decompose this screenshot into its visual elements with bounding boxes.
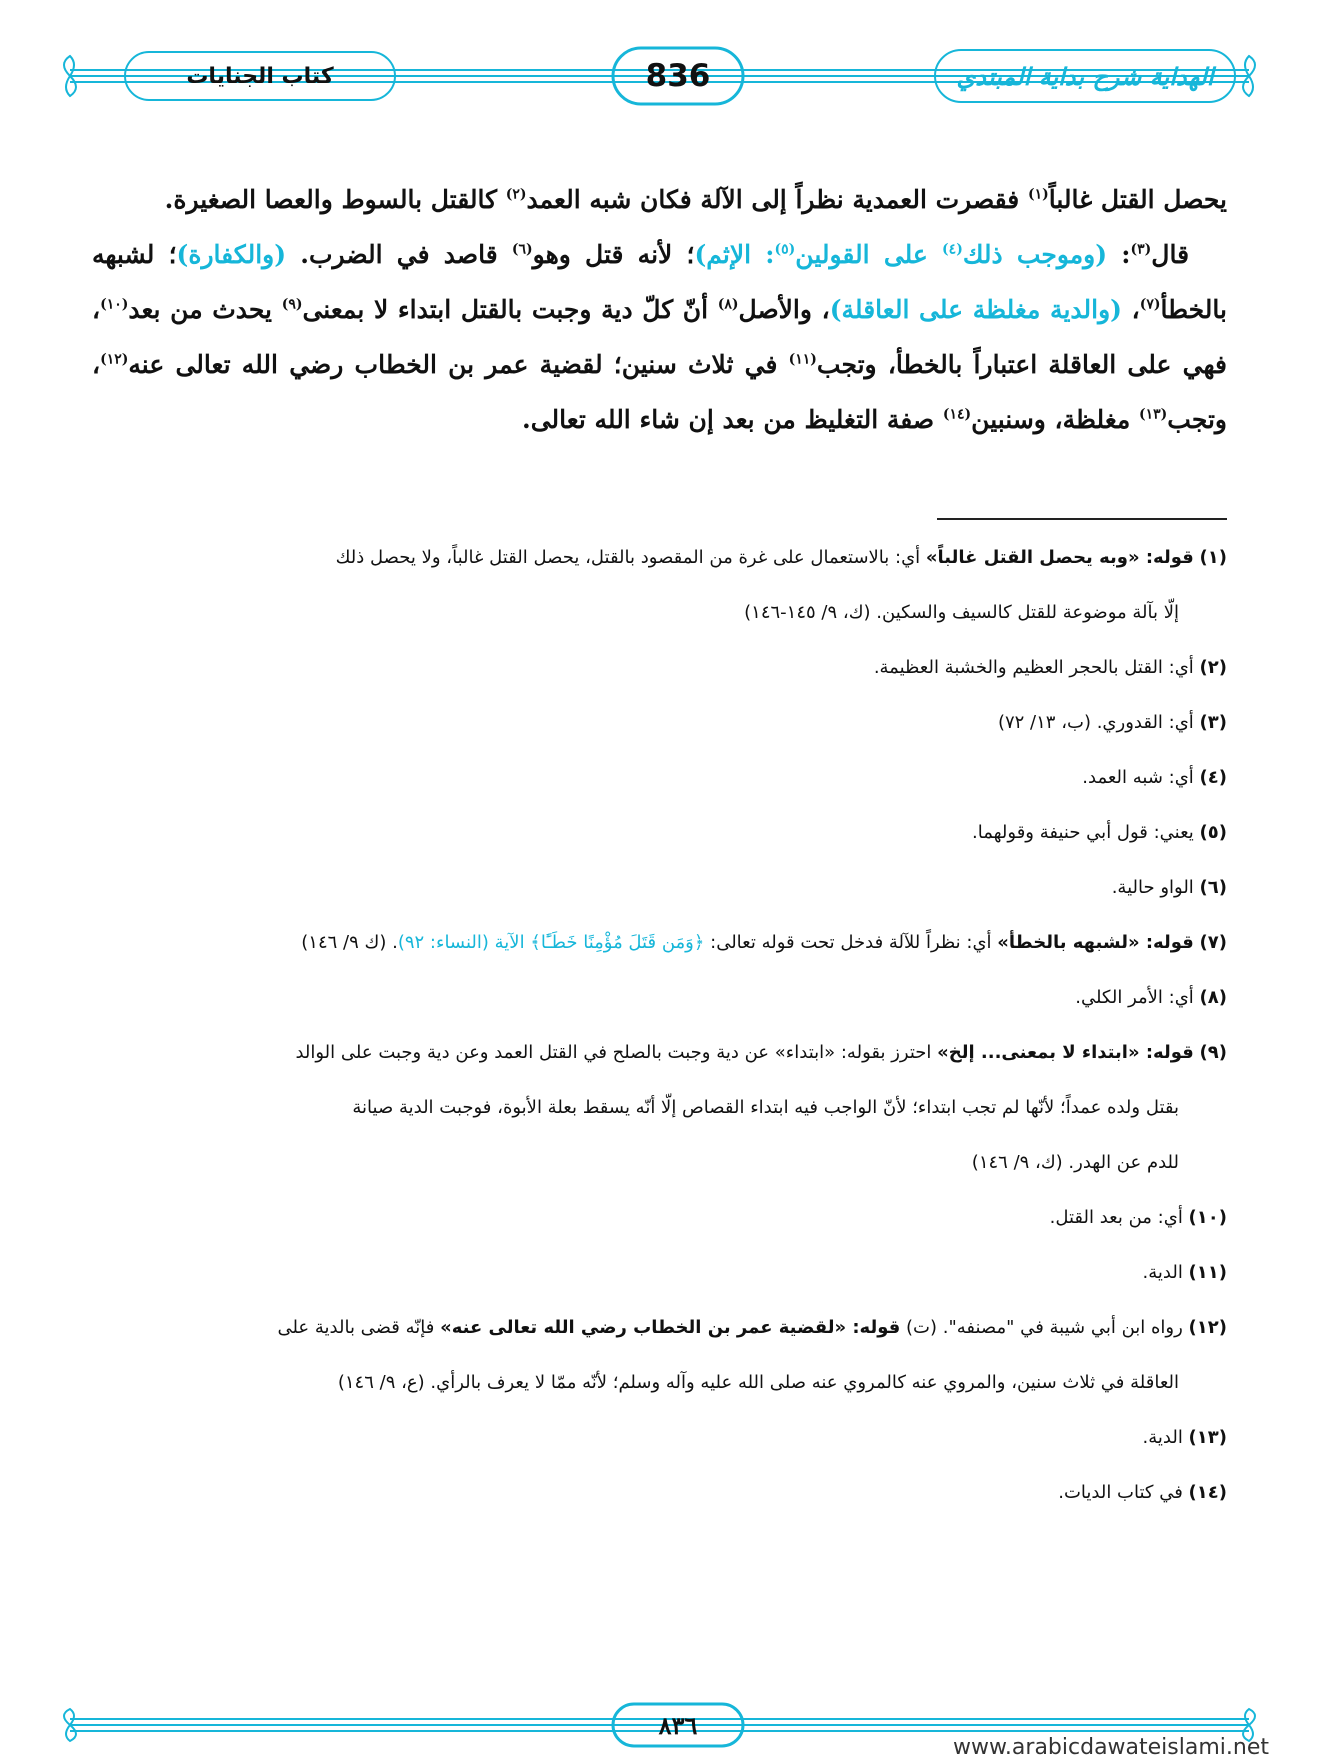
footnote-number: (١٣) [1188, 1427, 1227, 1448]
footnote-ref: (٣) [1130, 241, 1152, 258]
footnote-ref: (١٢) [100, 351, 129, 368]
footnote-2 [92, 640, 1227, 695]
footnote-text: الدية. [1142, 1427, 1189, 1448]
book-title: الهداية شرح بداية المبتدي [956, 61, 1214, 91]
footnote-10 [92, 1190, 1227, 1245]
footnote-text: الدية. [1142, 1262, 1189, 1283]
footer-page-number: ٨٣٦ [658, 1710, 698, 1740]
text-run: ، والأصل [738, 295, 830, 324]
watermark-url: www.arabicdawateislami.net [952, 1735, 1269, 1760]
footnote-text: أي: بالاستعمال على غرة من المقصود بالقتل، يحصل القتل غالباً، ولا يحصل ذلك [335, 547, 926, 568]
footnote-lemma: قوله: «لقضية عمر بن الخطاب رضي الله تعالى عنه» [440, 1317, 901, 1338]
footnote-5 [92, 805, 1227, 860]
footnote-text: أي: نظراً للآلة فدخل تحت قوله تعالى: [704, 932, 998, 953]
footnote-number: (٤) [1199, 767, 1227, 788]
footnotes [92, 530, 1227, 1520]
footnote-text: أي: من بعد القتل. [1049, 1207, 1189, 1228]
page-number: 836 [645, 58, 711, 94]
main-paragraph-2 [92, 227, 1227, 447]
text-run: فقصرت العمدية نظراً إلى الآلة فكان شبه العمد [526, 185, 1028, 214]
text-run: : [1107, 240, 1131, 269]
footnote-text: العاقلة في ثلاث سنين، والمروي عنه كالمروي عنه صلى الله عليه وآله وسلم؛ لأنّه ممّا لا يعرف بالرأي. (ع، ٩/ ١٤٦) [337, 1372, 1179, 1393]
footnote-lemma: قوله: «ابتداء لا بمعنى... إلخ» [937, 1042, 1194, 1063]
chapter-title: كتاب الجنايات [186, 63, 334, 89]
footnote-number: (١٤) [1188, 1482, 1227, 1503]
text-run: صفة التغليظ من بعد إن شاء الله تعالى. [522, 405, 943, 434]
footnote-text: أي: شبه العمد. [1082, 767, 1200, 788]
footnote-9 [92, 1025, 1227, 1190]
text-run: ، [1122, 295, 1140, 324]
text-run: كالقتل بالسوط والعصا الصغيرة. [164, 185, 506, 214]
footnote-number: (٨) [1199, 987, 1227, 1008]
footnote-ref: (١٣) [1138, 406, 1168, 423]
footnote-8 [92, 970, 1227, 1025]
footnote-text: الواو حالية. [1111, 877, 1200, 898]
footnote-ref: (٧) [1139, 296, 1161, 313]
text-run: أنّ كلّ دية وجبت بالقتل ابتداء لا بمعنى [302, 295, 718, 324]
footnote-number: (٥) [1199, 822, 1227, 843]
footnote-text: أي: القتل بالحجر العظيم والخشبة العظيمة. [873, 657, 1200, 678]
footnote-number: (٢) [1199, 657, 1227, 678]
text-run: ؛ لأنه قتل وهو [532, 240, 695, 269]
footnote-number: (٧) [1199, 932, 1227, 953]
text-run: مغلظة، وسنبين [971, 405, 1139, 434]
text-run: في ثلاث سنين؛ لقضية عمر بن الخطاب رضي الله تعالى عنه [128, 350, 789, 379]
footnote-text: أي: القدوري. (ب، ١٣/ ٧٢) [997, 712, 1200, 733]
footnote-number: (٣) [1199, 712, 1227, 733]
footnote-text: إلّا بآلة موضوعة للقتل كالسيف والسكين. (ك، ٩/ ١٤٥-١٤٦) [744, 602, 1179, 623]
footnote-number: (٦) [1199, 877, 1227, 898]
footnote-6 [92, 860, 1227, 915]
footnote-text: فإنّه قضى بالدية على [277, 1317, 441, 1338]
matn-text: (والكفارة) [176, 240, 287, 269]
footnote-text: رواه ابن أبي شيبة في "مصنفه". (ت) [900, 1317, 1189, 1338]
main-paragraph-1 [92, 172, 1227, 227]
footnote-text: . (ك ٩/ ١٤٦) [301, 932, 398, 953]
footnote-text: في كتاب الديات. [1058, 1482, 1189, 1503]
footnote-13 [92, 1410, 1227, 1465]
matn-text: : الإثم) [694, 240, 775, 269]
footnote-ref: (٥) [774, 241, 796, 258]
text-run: يحدث من بعد [128, 295, 282, 324]
page-header [50, 40, 1269, 120]
footnote-lemma: قوله: «لشبهه بالخطأ» [997, 932, 1194, 953]
text-run: ، وتجب [92, 350, 1227, 434]
footnote-12 [92, 1300, 1227, 1410]
footnote-text: أي: الأمر الكلي. [1075, 987, 1200, 1008]
footnote-ref: (١٤) [942, 406, 972, 423]
footnote-lemma: قوله: «وبه يحصل القتل غالباً» [925, 547, 1194, 568]
matn-text: (وموجب ذلك [962, 240, 1108, 269]
footnote-number: (١) [1199, 547, 1227, 568]
main-text [92, 172, 1227, 447]
footnote-ref: (٩) [281, 296, 303, 313]
footnote-ref: (١١) [788, 351, 817, 368]
footnote-7 [92, 915, 1227, 970]
footnote-text: للدم عن الهدر. (ك، ٩/ ١٤٦) [971, 1152, 1179, 1173]
footnote-number: (١٠) [1188, 1207, 1227, 1228]
footnote-ref: (٢) [505, 186, 527, 203]
footnote-ref: (١) [1027, 186, 1049, 203]
footnote-11 [92, 1245, 1227, 1300]
footnote-14 [92, 1465, 1227, 1520]
footnote-ref: (٤) [942, 241, 963, 258]
footnote-ref: (١٠) [100, 296, 129, 313]
text-run: قال [1151, 240, 1190, 269]
text-run: ؛ لشبهه بالخطأ [92, 240, 1227, 324]
footnote-ref: (٨) [717, 296, 739, 313]
footnote-number: (٩) [1199, 1042, 1227, 1063]
footnote-number: (١٢) [1188, 1317, 1227, 1338]
text-run: ، فهي على العاقلة اعتباراً بالخطأ، وتجب [92, 295, 1227, 379]
footnote-4 [92, 750, 1227, 805]
footnote-3 [92, 695, 1227, 750]
footnote-number: (١١) [1188, 1262, 1227, 1283]
footnote-text: يعني: قول أبي حنيفة وقولهما. [972, 822, 1200, 843]
text-run: قاصد في الضرب. [286, 240, 512, 269]
footnote-1 [92, 530, 1227, 640]
footnote-text: احترز بقوله: «ابتداء» عن دية وجبت بالصلح في القتل العمد وعن دية وجبت على الوالد [295, 1042, 938, 1063]
text-run: يحصل القتل غالباً [1048, 185, 1227, 214]
footnote-divider [937, 518, 1227, 520]
matn-text: (والدية مغلظة على العاقلة) [829, 295, 1122, 324]
footnote-text: بقتل ولده عمداً؛ لأنّها لم تجب ابتداء؛ لأنّ الواجب فيه ابتداء القصاص إلّا أنّه يسقط بعلة الأبوة، فوجبت الدية صيانة [352, 1097, 1179, 1118]
matn-text: على القولين [795, 240, 943, 269]
footnote-ref: (٦) [511, 241, 533, 258]
quran-verse: ﴿وَمَن قَتَلَ مُؤْمِنًا خَطَـًٔا﴾ الآية (النساء: ٩٢) [397, 932, 705, 953]
